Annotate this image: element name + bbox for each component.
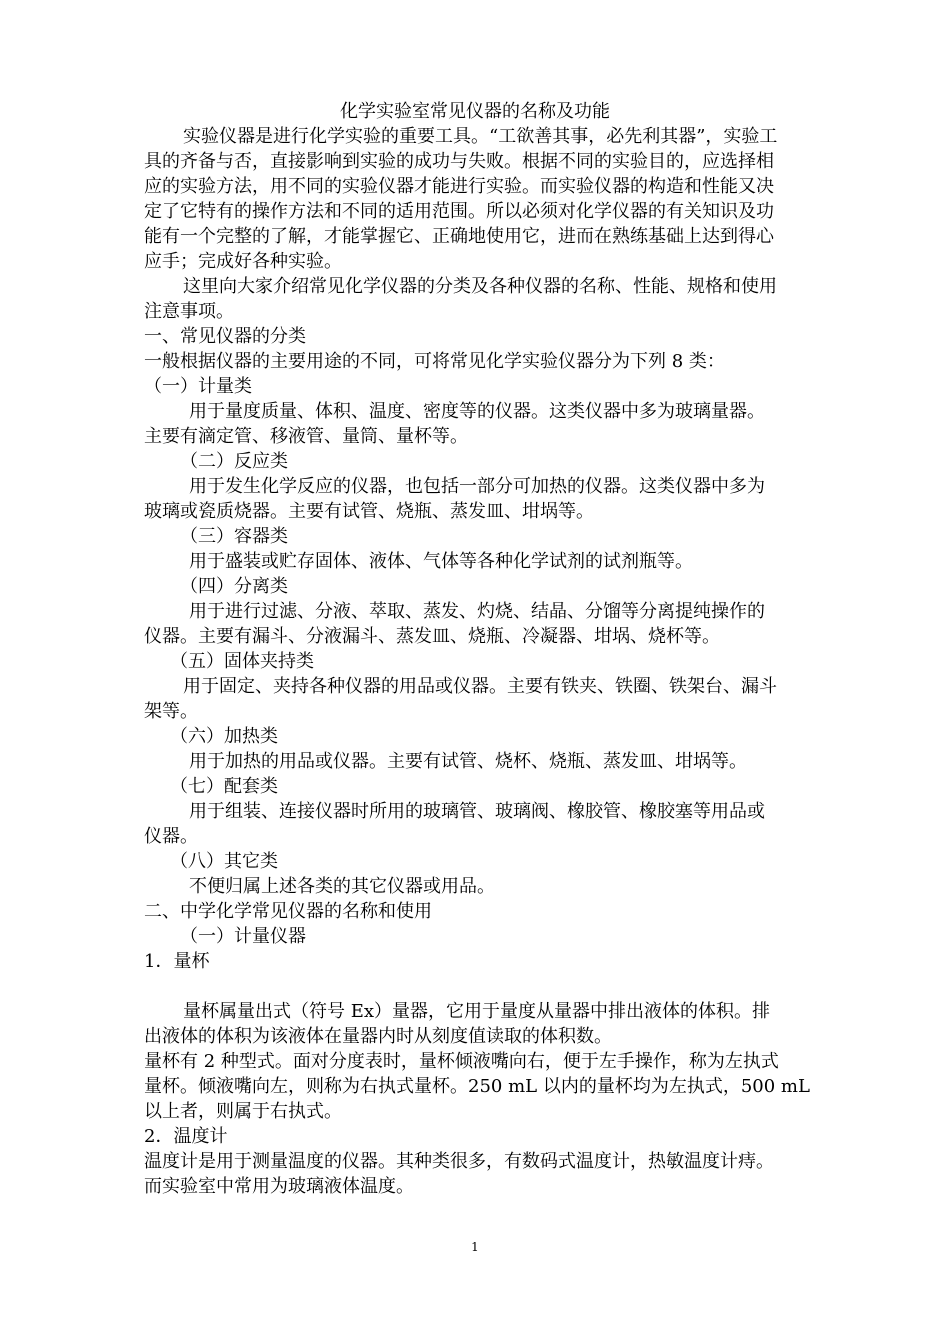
subsection-heading: （八）其它类 (170, 851, 278, 872)
paragraph-line: 用于发生化学反应的仪器，也包括一部分可加热的仪器。这类仪器中多为 (189, 476, 765, 497)
paragraph-line: 仪器。 (144, 826, 198, 847)
paragraph-line: 这里向大家介绍常见化学仪器的分类及各种仪器的名称、性能、规格和使用 (183, 276, 777, 297)
subsection-heading: （六）加热类 (170, 726, 278, 747)
paragraph-line: 应的实验方法，用不同的实验仪器才能进行实验。而实验仪器的构造和性能又决 (144, 176, 774, 197)
subsection-heading: （一）计量类 (144, 376, 252, 397)
paragraph-line: 量杯属量出式（符号 Ex）量器，它用于量度从量器中排出液体的体积。排 (183, 1001, 771, 1022)
paragraph-line: 温度计是用于测量温度的仪器。其种类很多，有数码式温度计，热敏温度计痔。 (144, 1151, 774, 1172)
paragraph-line: 用于组装、连接仪器时所用的玻璃管、玻璃阀、橡胶管、橡胶塞等用品或 (189, 801, 765, 822)
paragraph-line: 玻璃或瓷质烧器。主要有试管、烧瓶、蒸发皿、坩埚等。 (144, 501, 594, 522)
paragraph-line: 用于盛装或贮存固体、液体、气体等各种化学试剂的试剂瓶等。 (189, 551, 693, 572)
paragraph-line: 注意事项。 (144, 301, 234, 322)
paragraph-line: 具的齐备与否，直接影响到实验的成功与失败。根据不同的实验目的，应选择相 (144, 151, 774, 172)
paragraph-line: 仪器。主要有漏斗、分液漏斗、蒸发皿、烧瓶、冷凝器、坩埚、烧杯等。 (144, 626, 720, 647)
paragraph-line: 应手；完成好各种实验。 (144, 251, 342, 272)
page-number: 1 (471, 1240, 479, 1254)
paragraph-line: 用于加热的用品或仪器。主要有试管、烧杯、烧瓶、蒸发皿、坩埚等。 (189, 751, 747, 772)
paragraph-line: 不便归属上述各类的其它仪器或用品。 (189, 876, 495, 897)
paragraph-line: 量杯。倾液嘴向左，则称为右执式量杯。250 mL 以内的量杯均为左执式，500 mL (144, 1076, 810, 1097)
subsection-heading: （七）配套类 (170, 776, 278, 797)
section-heading: 一、常见仪器的分类 (144, 326, 306, 347)
subsection-heading: （二）反应类 (180, 451, 288, 472)
paragraph-line: 出液体的体积为该液体在量器内时从刻度值读取的体积数。 (144, 1026, 612, 1047)
subsection-heading: （一）计量仪器 (180, 926, 306, 947)
paragraph-line: 用于进行过滤、分液、萃取、蒸发、灼烧、结晶、分馏等分离提纯操作的 (189, 601, 765, 622)
paragraph-line: 用于固定、夹持各种仪器的用品或仪器。主要有铁夹、铁圈、铁架台、漏斗 (183, 676, 777, 697)
document-title: 化学实验室常见仪器的名称及功能 (340, 101, 610, 122)
item-heading: 2．温度计 (144, 1126, 228, 1147)
paragraph-line: 用于量度质量、体积、温度、密度等的仪器。这类仪器中多为玻璃量器。 (189, 401, 765, 422)
paragraph-line: 主要有滴定管、移液管、量筒、量杯等。 (144, 426, 468, 447)
item-heading: 1．量杯 (144, 951, 210, 972)
subsection-heading: （五）固体夹持类 (170, 651, 314, 672)
paragraph-line: 而实验室中常用为玻璃液体温度。 (144, 1176, 414, 1197)
paragraph-line: 以上者，则属于右执式。 (144, 1101, 342, 1122)
subsection-heading: （四）分离类 (180, 576, 288, 597)
paragraph-line: 定了它特有的操作方法和不同的适用范围。所以必须对化学仪器的有关知识及功 (144, 201, 774, 222)
paragraph-line: 量杯有 2 种型式。面对分度表时，量杯倾液嘴向右，便于左手操作，称为左执式 (144, 1051, 779, 1072)
section-heading: 二、中学化学常见仪器的名称和使用 (144, 901, 432, 922)
paragraph-line: 一般根据仪器的主要用途的不同，可将常见化学实验仪器分为下列 8 类： (144, 351, 725, 372)
subsection-heading: （三）容器类 (180, 526, 288, 547)
paragraph-line: 架等。 (144, 701, 198, 722)
paragraph-line: 能有一个完整的了解，才能掌握它、正确地使用它，进而在熟练基础上达到得心 (144, 226, 774, 247)
paragraph-line: 实验仪器是进行化学实验的重要工具。“工欲善其事，必先利其器”，实验工 (183, 126, 778, 147)
